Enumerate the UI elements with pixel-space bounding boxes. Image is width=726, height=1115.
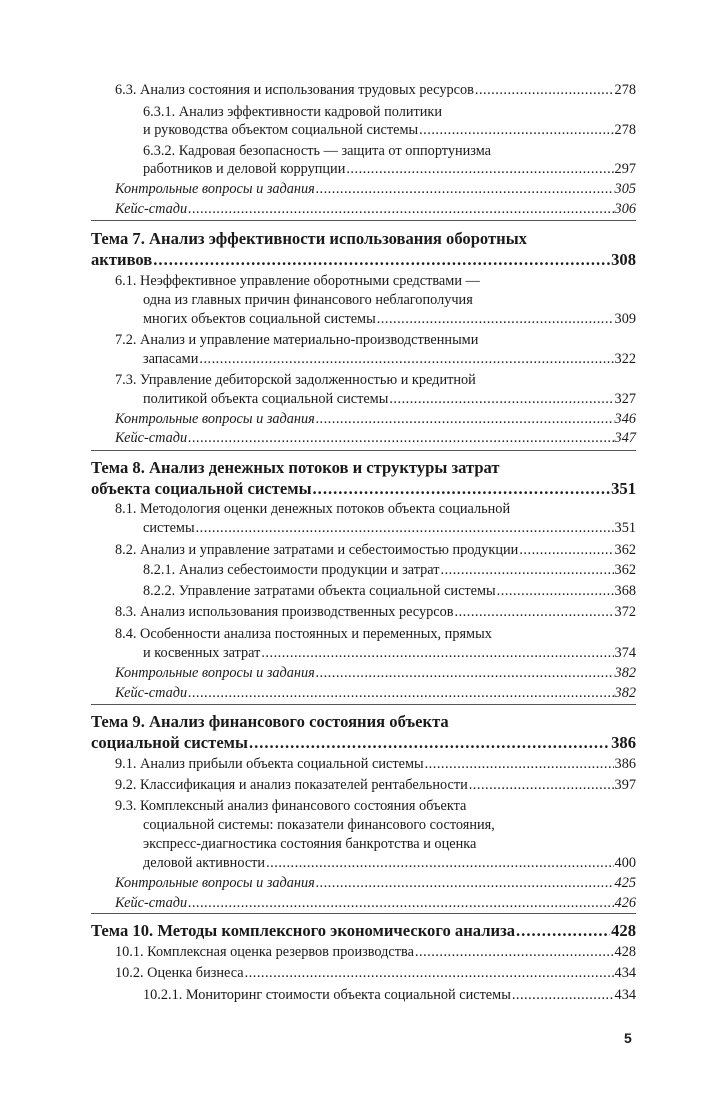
toc-entry-text: Кейс-стади [115,201,188,217]
toc-entry-line [91,409,636,429]
toc-entry-line [91,873,636,893]
toc-entry-text: и руководства объектом социальной системы [143,122,419,138]
toc-entry-line [91,834,636,854]
toc-entry-text: системы [143,520,195,536]
toc-entry-text: 8.2.1. Анализ себестоимости продукции и затрат [143,562,440,578]
toc-entry-text: 8.3. Анализ использования производственных ресурсов [115,604,454,620]
toc-page-number: 278 [614,122,636,138]
toc-page-number: 386 [611,733,636,752]
toc-entry-text: работников и деловой коррупции [143,161,346,177]
toc-page-number: 351 [614,520,636,536]
toc-entry-line [91,428,636,448]
toc-entry-line [91,102,636,122]
toc-entry-text: 9.2. Классификация и анализ показателей рентабельности [115,777,468,793]
toc-entry-line [91,179,636,199]
toc-page-number: 327 [614,391,636,407]
section-divider [91,704,636,705]
toc-entry-line [91,389,636,409]
toc-page-number: 386 [614,756,636,772]
toc-page-number: 308 [611,250,636,269]
toc-entry-text: политикой объекта социальной системы [143,391,389,407]
toc-entry-line [91,643,636,663]
toc-entry-text: Тема 9. Анализ финансового состояния объекта [91,712,449,731]
toc-entry-line [91,120,636,140]
toc-page-number: 368 [614,583,636,599]
toc-entry-text: Контрольные вопросы и задания [115,875,315,891]
dot-leader [389,389,613,409]
dot-leader [425,754,614,774]
dot-leader [316,409,614,429]
toc-entry-text: 7.2. Анализ и управление материально-производственными [115,332,479,348]
toc-entry-text: 10.2.1. Мониторинг стоимости объекта социальной системы [143,987,511,1003]
toc-chapter-line [91,479,636,499]
dot-leader [512,985,614,1005]
toc-chapter-line [91,458,636,478]
toc-entry-text: Контрольные вопросы и задания [115,181,315,197]
toc-entry-text: экспресс-диагностика состояния банкротства и оценка [143,836,477,852]
toc-entry-text: 8.2.2. Управление затратами объекта социальной системы [143,583,496,599]
toc-entry-line [91,540,636,560]
toc-entry-line [91,141,636,161]
toc-entry-text: Тема 7. Анализ эффективности использования оборотных [91,229,527,248]
dot-leader [469,775,614,795]
dot-leader [346,159,613,179]
dot-leader [313,479,611,499]
toc-entry-line [91,581,636,601]
toc-entry-line [91,309,636,329]
toc-chapter-line [91,712,636,732]
toc-page-number: 346 [614,411,636,427]
dot-leader [261,643,613,663]
toc-page-number: 374 [614,645,636,661]
toc-entry-line [91,560,636,580]
toc-page-number: 322 [614,351,636,367]
toc-entry-text: запасами [143,351,199,367]
dot-leader [188,683,613,703]
toc-entry-text: Контрольные вопросы и задания [115,411,315,427]
toc-entry-line [91,290,636,310]
toc-page-number: 362 [614,562,636,578]
toc-entry-line [91,199,636,219]
section-divider [91,450,636,451]
toc-entry-text: социальной системы: показатели финансового состояния, [143,817,495,833]
toc-entry-line [91,624,636,644]
toc-entry-line [91,271,636,291]
dot-leader [199,349,613,369]
toc-entry-text: одна из главных причин финансового неблагополучия [143,292,473,308]
dot-leader [455,602,614,622]
toc-page-number: 306 [614,201,636,217]
toc-entry-line [91,754,636,774]
toc-entry-line [91,370,636,390]
dot-leader [316,873,614,893]
toc-chapter-line [91,733,636,753]
toc-entry-line [91,893,636,913]
dot-leader [475,80,614,100]
dot-leader [249,733,610,753]
toc-page-number: 372 [614,604,636,620]
dot-leader [516,921,610,941]
toc-page-number: 428 [614,944,636,960]
toc-entry-text: 6.3. Анализ состояния и использования трудовых ресурсов [115,82,474,98]
toc-entry-text: Тема 8. Анализ денежных потоков и структуры затрат [91,458,500,477]
toc-entry-text: 9.1. Анализ прибыли объекта социальной системы [115,756,424,772]
dot-leader [245,963,614,983]
toc-page-number: 305 [614,181,636,197]
toc-entry-text: социальной системы [91,733,248,752]
toc-page-number: 425 [614,875,636,891]
toc-entry-line [91,518,636,538]
toc-page-number: 434 [614,987,636,1003]
toc-entry-text: многих объектов социальной системы [143,311,376,327]
toc-chapter-line [91,229,636,249]
toc-entry-line [91,80,636,100]
toc-entry-text: 8.4. Особенности анализа постоянных и переменных, прямых [115,626,492,642]
section-divider [91,913,636,914]
toc-entry-text: 6.1. Неэффективное управление оборотными средствами — [115,273,480,289]
dot-leader [419,120,613,140]
toc-entry-text: Кейс-стади [115,685,188,701]
toc-entry-text: 10.1. Комплексная оценка резервов производства [115,944,414,960]
toc-entry-line [91,159,636,179]
dot-leader [266,853,613,873]
toc-entry-line [91,853,636,873]
toc-entry-text: 6.3.2. Кадровая безопасность — защита от оппортунизма [143,143,492,159]
toc-entry-text: 6.3.1. Анализ эффективности кадровой политики [143,104,442,120]
dot-leader [153,250,610,270]
toc-entry-text: активов [91,250,153,269]
toc-entry-text: Кейс-стади [115,430,188,446]
section-divider [91,220,636,221]
toc-page-number: 297 [614,161,636,177]
toc-page-number: 278 [614,82,636,98]
toc-page-number: 351 [611,479,636,498]
dot-leader [316,179,614,199]
toc-entry-text: Тема 10. Методы комплексного экономического анализа [91,921,516,940]
toc-chapter-line [91,250,636,270]
toc-page-number: 309 [614,311,636,327]
toc-entry-text: Кейс-стади [115,895,188,911]
dot-leader [441,560,614,580]
page-number: 5 [624,1030,632,1046]
toc-entry-text: 7.3. Управление дебиторской задолженностью и кредитной [115,372,476,388]
toc-entry-line [91,499,636,519]
toc-page-number: 434 [614,965,636,981]
toc-entry-line [91,330,636,350]
dot-leader [497,581,614,601]
toc-page-number: 426 [614,895,636,911]
toc-entry-text: деловой активности [143,855,266,871]
toc-entry-line [91,663,636,683]
toc-entry-line [91,942,636,962]
dot-leader [188,893,613,913]
dot-leader [316,663,614,683]
dot-leader [519,540,613,560]
toc-entry-text: и косвенных затрат [143,645,261,661]
dot-leader [196,518,614,538]
toc-entry-line [91,796,636,816]
toc-entry-line [91,349,636,369]
toc-entry-text: Контрольные вопросы и задания [115,665,315,681]
toc-entry-line [91,985,636,1005]
toc-page-number: 400 [614,855,636,871]
dot-leader [415,942,614,962]
dot-leader [188,428,613,448]
dot-leader [377,309,614,329]
toc-entry-line [91,602,636,622]
toc-page-number: 428 [611,921,636,940]
toc-page-number: 382 [614,665,636,681]
toc-entry-text: объекта социальной системы [91,479,312,498]
toc-page-number: 347 [614,430,636,446]
toc-chapter-line [91,921,636,941]
toc-entry-text: 10.2. Оценка бизнеса [115,965,244,981]
dot-leader [188,199,613,219]
toc-entry-line [91,815,636,835]
toc-entry-line [91,963,636,983]
toc-page-number: 362 [614,542,636,558]
toc-entry-text: 8.1. Методология оценки денежных потоков объекта социальной [115,501,511,517]
toc-page-number: 382 [614,685,636,701]
toc-page-number: 397 [614,777,636,793]
toc-entry-line [91,775,636,795]
toc-entry-text: 9.3. Комплексный анализ финансового состояния объекта [115,798,467,814]
toc-entry-line [91,683,636,703]
toc-entry-text: 8.2. Анализ и управление затратами и себестоимостью продукции [115,542,519,558]
